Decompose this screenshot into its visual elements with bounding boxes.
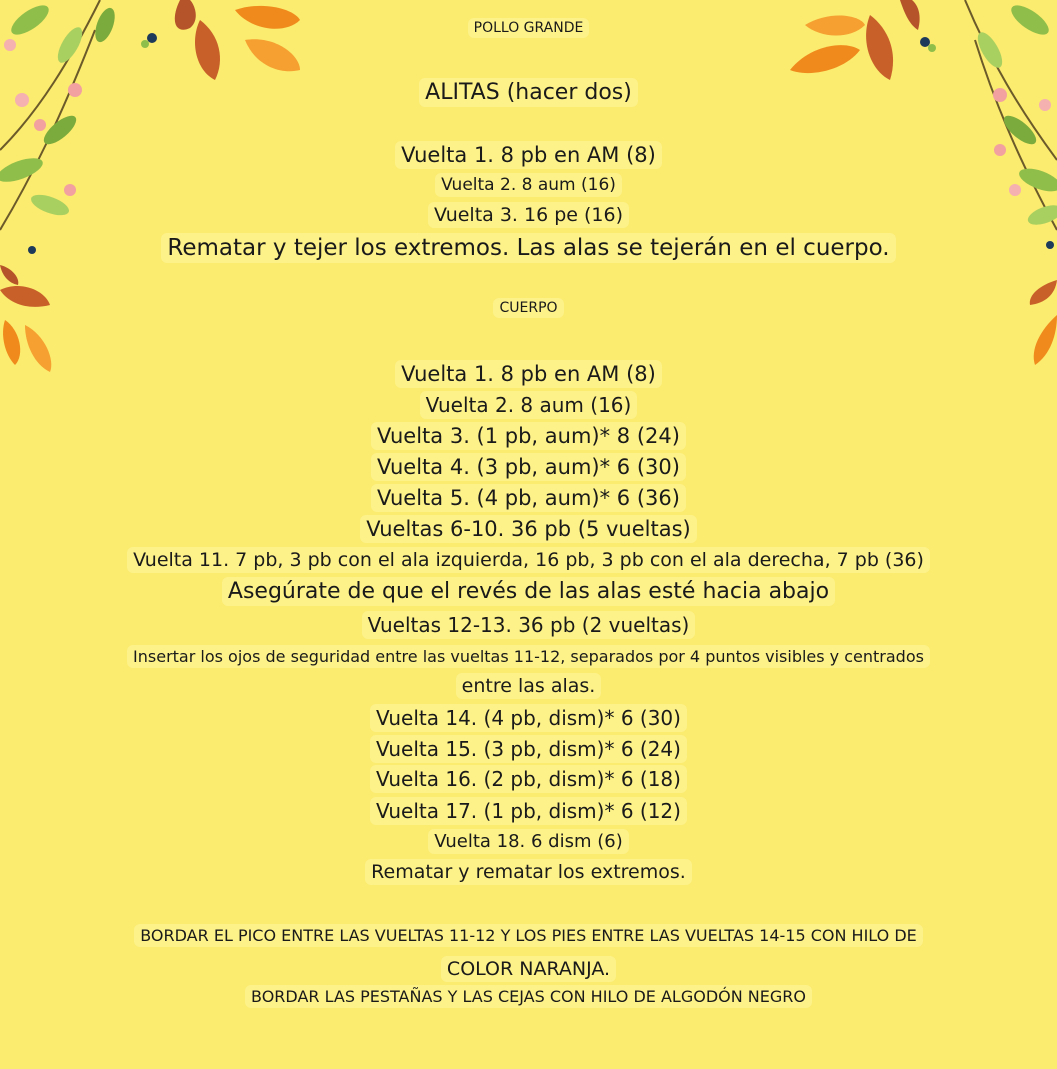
cuerpo-wing-note: Asegúrate de que el revés de las alas esté hacia abajo [0, 581, 1057, 603]
cuerpo-row-6: Vueltas 6-10. 36 pb (5 vueltas) [0, 519, 1057, 540]
alitas-row-1: Vuelta 1. 8 pb en AM (8) [0, 145, 1057, 166]
alitas-title: ALITAS (hacer dos) [0, 82, 1057, 104]
cuerpo-finish-note: Rematar y rematar los extremos. [0, 863, 1057, 882]
cuerpo-row-2: Vuelta 2. 8 aum (16) [0, 395, 1057, 415]
cuerpo-row-14: Vuelta 14. (4 pb, dism)* 6 (30) [0, 708, 1057, 728]
cuerpo-row-3: Vuelta 3. (1 pb, aum)* 8 (24) [0, 426, 1057, 447]
cuerpo-row-15: Vuelta 15. (3 pb, dism)* 6 (24) [0, 739, 1057, 759]
cuerpo-row-4: Vuelta 4. (3 pb, aum)* 6 (30) [0, 457, 1057, 478]
cuerpo-title: CUERPO [0, 301, 1057, 315]
cuerpo-row-5: Vuelta 5. (4 pb, aum)* 6 (36) [0, 488, 1057, 509]
cuerpo-row-12-13: Vueltas 12-13. 36 pb (2 vueltas) [0, 615, 1057, 635]
cuerpo-row-17: Vuelta 17. (1 pb, dism)* 6 (12) [0, 801, 1057, 821]
alitas-finish-note: Rematar y tejer los extremos. Las alas se tejerán en el cuerpo. [0, 237, 1057, 260]
alitas-row-3: Vuelta 3. 16 pe (16) [0, 206, 1057, 225]
cuerpo-eyes-note-line-1: Insertar los ojos de seguridad entre las vueltas 11-12, separados por 4 puntos visibles y centrados [0, 649, 1057, 665]
cuerpo-row-1: Vuelta 1. 8 pb en AM (8) [0, 364, 1057, 385]
embroidery-note-line-1: BORDAR EL PICO ENTRE LAS VUELTAS 11-12 Y LOS PIES ENTRE LAS VUELTAS 14-15 CON HILO DE [0, 928, 1057, 944]
embroidery-note-line-2: COLOR NARANJA. [0, 960, 1057, 979]
pattern-title: POLLO GRANDE [0, 21, 1057, 35]
cuerpo-row-11: Vuelta 11. 7 pb, 3 pb con el ala izquierda, 16 pb, 3 pb con el ala derecha, 7 pb (36) [0, 551, 1057, 570]
cuerpo-row-18: Vuelta 18. 6 dism (6) [0, 833, 1057, 851]
embroidery-note-line-3: BORDAR LAS PESTAÑAS Y LAS CEJAS CON HILO DE ALGODÓN NEGRO [0, 989, 1057, 1005]
alitas-row-2: Vuelta 2. 8 aum (16) [0, 177, 1057, 194]
cuerpo-row-16: Vuelta 16. (2 pb, dism)* 6 (18) [0, 769, 1057, 789]
cuerpo-eyes-note-line-2: entre las alas. [0, 677, 1057, 696]
